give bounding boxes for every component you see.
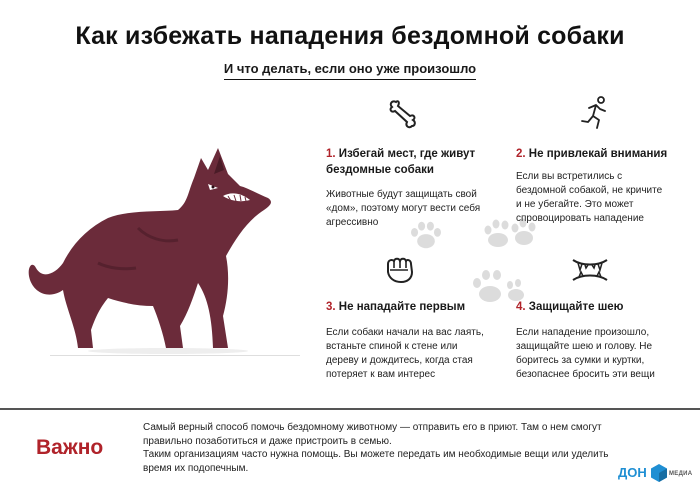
step-1-title bbox=[326, 146, 496, 178]
step-2-title bbox=[516, 146, 686, 162]
step-2-text: Если вы встретились с бездомной собакой, не кричите и не убегайте. Это может спровоцировать нападение bbox=[516, 171, 663, 224]
step-3-text: Если собаки начали на вас лаять, встаньте спиной к стене или дереву и дождитесь, когда стая потеряет к вам интерес bbox=[326, 327, 484, 380]
step-4-title-text: Защищайте шею bbox=[528, 301, 624, 313]
important-label: Важно bbox=[36, 436, 104, 459]
bone-icon bbox=[388, 98, 416, 130]
page-subtitle: И что делать, если оно уже произошло bbox=[224, 61, 476, 80]
step-3-number: 3. bbox=[326, 301, 336, 313]
logo-sub: МЕДИА bbox=[669, 471, 693, 477]
don-media-logo bbox=[618, 463, 693, 487]
logo-word: ДОН bbox=[618, 465, 647, 480]
page-title: Как избежать нападения бездомной собаки bbox=[75, 22, 625, 50]
step-3-title-text: Не нападайте первым bbox=[338, 301, 466, 313]
step-2-number: 2. bbox=[516, 148, 526, 160]
ground-line bbox=[50, 355, 300, 356]
step-2-title-text: Не привлекай внимания bbox=[528, 148, 668, 160]
fist-icon bbox=[384, 256, 416, 284]
angry-dog-illustration bbox=[18, 148, 278, 358]
step-4-text: Если нападение произошло, защищайте шею и голову. Не боритесь за сумки и куртки, безопаснее бросить эти вещи bbox=[516, 327, 655, 380]
step-4-number: 4. bbox=[516, 301, 526, 313]
step-1-title-text: Избегай мест, где живут бездомные собаки bbox=[326, 148, 476, 176]
footer-text-1: Самый верный способ помочь бездомному животному — отправить его в приют. Там о нем смогут правильно позаботиться и даже пристроить в семью. bbox=[143, 422, 602, 447]
footer-divider bbox=[0, 408, 700, 410]
subtitle-wrap bbox=[0, 60, 700, 80]
footer-text-2: Таким организациям часто нужна помощь. Вы можете передать им необходимые вещи или уделить время их подопечным. bbox=[143, 449, 609, 474]
step-3-title bbox=[326, 299, 496, 315]
step-1-text: Животные будут защищать свой «дом», поэтому могут вести себя агрессивно bbox=[326, 189, 481, 228]
fangs-icon bbox=[570, 256, 610, 284]
step-4-title bbox=[516, 299, 686, 315]
footer-text bbox=[143, 421, 613, 475]
logo-cube-icon bbox=[651, 464, 667, 482]
running-person-icon bbox=[580, 96, 610, 130]
step-1-number: 1. bbox=[326, 148, 336, 160]
